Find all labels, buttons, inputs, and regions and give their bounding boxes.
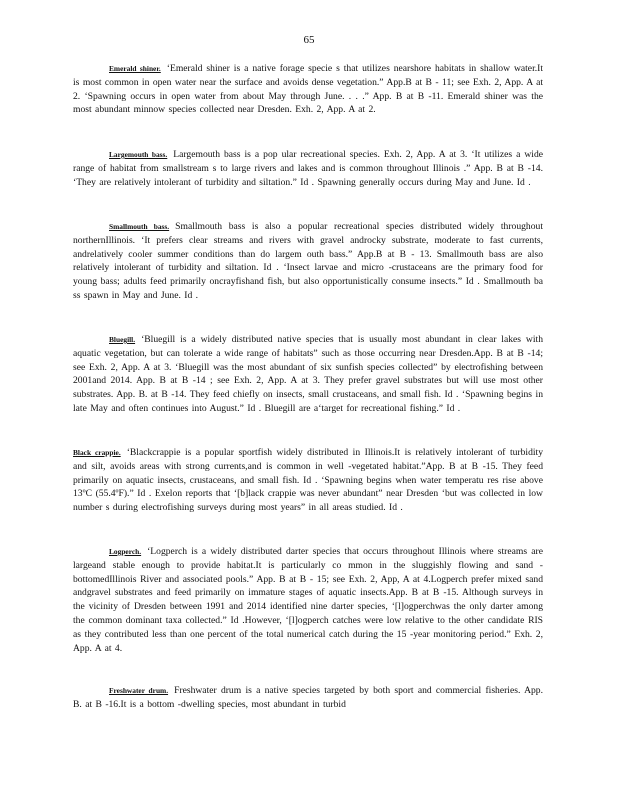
paragraph-smallmouth-bass (73, 220, 543, 303)
paragraph-text: Freshwater drum is a native species targeted by both sport and commercial fisheries. App. B. at B -16.It is a bottom -dwelling species, most abundant in turbid (73, 685, 543, 710)
paragraph-text: ‘Blackcrappie is a popular sportfish widely distributed in Illinois.It is relatively intolerant of turbidity and silt, avoids areas with strong currents,and is common in well -vegetated habitat.”App. B at B -15. They feed primarily on aquatic insects, crustaceans, and small fish. Id . ‘Spawning begins when water temperatu res rise above 13ºC (55.4ºF).” Id . Exelon reports that ‘[b]lack crappie was never abundant” near Dresden ‘but was collected in low number s during electrofishing surveys during most years” in all areas studied. Id . (73, 447, 544, 514)
paragraph-emerald-shiner (73, 62, 543, 117)
paragraph-text: ‘Emerald shiner is a native forage specie s that utilizes nearshore habitats in shallow water.It is most common in open water near the surface and avoids dense vegetation.” App.B at B - 11; see Exh. 2, App. A at 2. ‘Spawning occurs in open water from about May through June. . . .” App. B at B -11. Emerald shiner was the most abundant minnow species collected near Dresden. Exh. 2, App. A at 2. (73, 63, 543, 116)
page-number: 65 (303, 34, 315, 46)
paragraph-freshwater-drum (73, 684, 543, 712)
species-heading: Emerald shiner. (109, 64, 161, 73)
species-heading: Bluegill. (109, 335, 136, 344)
paragraph-bluegill (73, 333, 543, 416)
paragraph-black-crappie (73, 446, 543, 515)
species-heading: Freshwater drum. (109, 686, 169, 695)
paragraph-text: Smallmouth bass is also a popular recreational species distributed widely throughout northernIllinois. ‘It prefers clear streams and rivers with gravel androcky substrate, moderate to fast currents, andrelatively cooler summer conditions than do largem outh bass.” App.B at B - 13. Smallmouth bass are also relatively intolerant of turbidity and siltation. Id . ‘Insect larvae and micro -crustaceans are the primary food for young bass; adults feed primarily oncrayfishand fish, but also opportunistically consume insects.” Id . Smallmouth ba ss spawn in May and June. Id . (73, 221, 543, 301)
paragraph-text: ‘Bluegill is a widely distributed native species that is usually most abundant in clear lakes with aquatic vegetation, but can tolerate a wide range of habitats” such as those occurring near Dresden.App. B at B -14; see Exh. 2, App. A at 3. ‘Bluegill was the most abundant of six sunfish species collected” by electrofishing between 2001and 2014. App. B at B -14 ; see Exh. 2, App. A at 3. They prefer gravel substrates but will use most other substrates. App. B. at B -14. They feed chiefly on insects, small crustaceans, and small fish. Id . ‘Spawning begins in late May and often continues into August.” Id . Bluegill are a‘target for recreational fishing.” Id . (73, 334, 543, 414)
species-heading: Logperch. (109, 547, 142, 556)
species-heading: Black crappie. (73, 448, 121, 457)
paragraph-largemouth-bass (73, 148, 543, 189)
paragraph-text: ‘Logperch is a widely distributed darter species that occurs throughout Illinois where streams are largeand stable enough to provide habitat.It is particularly co mmon in the sluggishly flowing and sand -bottomedIllinois River and associated pools.” App. B at B - 15; see Exh. 2, App, A at 4.Logperch prefer mixed sand andgravel substrates and feed primarily on immature stages of aquatic insects.App. B at B -15. Although surveys in the vicinity of Dresden between 1991 and 2014 identified nine darter species, ‘[l]ogperchwas the only darter among the common dominant taxa collected.” Id .However, ‘[l]ogperch catches were low relative to the other candidate RIS as they contributed less than one percent of the total numerical catch during the 15 -year monitoring period.” Exh. 2, App. A at 4. (73, 546, 543, 654)
paragraph-text: Largemouth bass is a pop ular recreational species. Exh. 2, App. A at 3. ‘It utilizes a wide range of habitat from smallstream s to large rivers and lakes and is common throughout Illinois .” App. B at B -14. ‘They are relatively intolerant of turbidity and siltation.” Id . Spawning generally occurs during May and June. Id . (73, 149, 543, 188)
species-heading: Smallmouth bass. (109, 222, 170, 231)
paragraph-logperch (73, 545, 543, 655)
species-heading: Largemouth bass. (109, 150, 168, 159)
